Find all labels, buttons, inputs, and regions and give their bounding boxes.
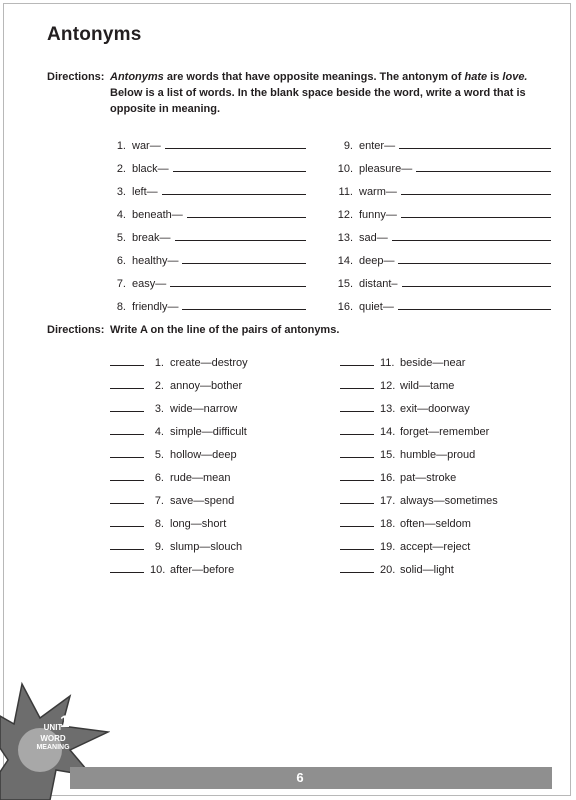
item-word: quiet— xyxy=(359,301,394,313)
exercise2-item xyxy=(110,369,330,392)
word-pair: pat—stroke xyxy=(400,472,457,484)
item-number: 4. xyxy=(116,209,126,221)
answer-blank[interactable] xyxy=(162,184,306,195)
item-number: 10. xyxy=(150,564,166,576)
item-number: 1. xyxy=(154,357,164,369)
item-number: 4. xyxy=(154,426,164,438)
item-number: 7. xyxy=(116,278,126,290)
unit-badge-meaning: MEANING xyxy=(36,744,70,751)
directions-run: Below is a list of words. In the blank space beside the word, write a word that is opposite in meaning. xyxy=(110,87,526,115)
unit-badge-word: WORD xyxy=(40,734,66,743)
item-number: 6. xyxy=(154,472,164,484)
word-pair: accept—reject xyxy=(400,541,471,553)
answer-line[interactable] xyxy=(340,516,374,527)
answer-blank[interactable] xyxy=(170,276,306,287)
page-number: 6 xyxy=(296,770,304,785)
answer-blank[interactable] xyxy=(398,253,551,264)
answer-line[interactable] xyxy=(110,516,144,527)
exercise2-item xyxy=(340,369,560,392)
unit-label: UNIT xyxy=(43,723,63,732)
exercise1-left-column xyxy=(108,129,306,313)
answer-line[interactable] xyxy=(340,424,374,435)
exercise2-item xyxy=(340,553,560,576)
item-number: 5. xyxy=(154,449,164,461)
answer-line[interactable] xyxy=(340,355,374,366)
answer-line[interactable] xyxy=(340,378,374,389)
answer-blank[interactable] xyxy=(402,276,551,287)
item-word: easy— xyxy=(132,278,167,290)
item-number: 16. xyxy=(380,472,396,484)
item-number: 8. xyxy=(116,301,126,313)
word-pair: wild—tame xyxy=(400,380,455,392)
exercise1-item xyxy=(108,244,306,267)
directions-run: is xyxy=(487,71,503,83)
item-word: left— xyxy=(132,186,158,198)
exercise2-item xyxy=(110,553,330,576)
answer-line[interactable] xyxy=(110,493,144,504)
word-pair: create—destroy xyxy=(170,357,248,369)
item-word: funny— xyxy=(359,209,397,221)
directions-label: Directions: xyxy=(47,324,105,336)
word-pair: save—spend xyxy=(170,495,235,507)
item-word: deep— xyxy=(359,255,395,267)
word-pair: slump—slouch xyxy=(170,541,243,553)
item-word: warm— xyxy=(359,186,397,198)
item-word: war— xyxy=(132,140,161,152)
answer-blank[interactable] xyxy=(173,161,306,172)
item-number: 3. xyxy=(154,403,164,415)
answer-blank[interactable] xyxy=(182,299,306,310)
item-word: black— xyxy=(132,163,169,175)
answer-line[interactable] xyxy=(340,470,374,481)
item-number: 14. xyxy=(380,426,396,438)
item-word: break— xyxy=(132,232,171,244)
answer-line[interactable] xyxy=(340,562,374,573)
directions-run: hate xyxy=(464,71,488,83)
exercise1-item xyxy=(108,129,306,152)
word-pair: often—seldom xyxy=(400,518,471,530)
word-pair: hollow—deep xyxy=(170,449,237,461)
exercise1-item xyxy=(335,267,551,290)
item-word: enter— xyxy=(359,140,396,152)
exercise2-item xyxy=(340,507,560,530)
answer-blank[interactable] xyxy=(392,230,551,241)
item-word: friendly— xyxy=(132,301,179,313)
item-number: 2. xyxy=(154,380,164,392)
exercise2-directions-text: Write A on the line of the pairs of antonyms. xyxy=(110,324,340,336)
answer-blank[interactable] xyxy=(187,207,306,218)
exercise2-item xyxy=(110,415,330,438)
word-pair: simple—difficult xyxy=(170,426,247,438)
answer-line[interactable] xyxy=(110,378,144,389)
item-number: 10. xyxy=(337,163,353,175)
item-number: 1. xyxy=(116,140,126,152)
answer-blank[interactable] xyxy=(401,207,551,218)
exercise1-item xyxy=(335,152,551,175)
exercise2-directions xyxy=(47,322,547,338)
answer-line[interactable] xyxy=(340,493,374,504)
word-pair: after—before xyxy=(170,564,235,576)
word-pair: forget—remember xyxy=(400,426,490,438)
item-number: 8. xyxy=(154,518,164,530)
page-title: Antonyms xyxy=(47,24,142,45)
item-number: 7. xyxy=(154,495,164,507)
answer-blank[interactable] xyxy=(401,184,551,195)
word-pair: always—sometimes xyxy=(400,495,498,507)
item-number: 17. xyxy=(380,495,396,507)
item-word: distant– xyxy=(359,278,398,290)
exercise1-item xyxy=(108,175,306,198)
item-number: 5. xyxy=(116,232,126,244)
exercise1-right-column xyxy=(335,129,551,313)
item-number: 11. xyxy=(338,186,353,198)
exercise2-item xyxy=(340,346,560,369)
item-word: pleasure— xyxy=(359,163,413,175)
answer-line[interactable] xyxy=(340,447,374,458)
unit-badge-row1 xyxy=(28,712,78,733)
answer-blank[interactable] xyxy=(182,253,306,264)
word-pair: rude—mean xyxy=(170,472,231,484)
exercise2-item xyxy=(340,438,560,461)
exercise1-item xyxy=(335,198,551,221)
exercise1-directions xyxy=(47,69,547,117)
item-number: 12. xyxy=(337,209,353,221)
directions-run: Antonyms xyxy=(110,71,164,83)
answer-line[interactable] xyxy=(110,424,144,435)
exercise2-item xyxy=(340,461,560,484)
item-number: 14. xyxy=(337,255,353,267)
exercise1-item xyxy=(108,152,306,175)
exercise1-directions-text xyxy=(110,69,547,117)
exercise2-item xyxy=(110,507,330,530)
answer-line[interactable] xyxy=(110,539,144,550)
word-pair: humble—proud xyxy=(400,449,476,461)
item-number: 3. xyxy=(116,186,126,198)
item-word: healthy— xyxy=(132,255,179,267)
item-number: 16. xyxy=(337,301,353,313)
exercise2-left-column xyxy=(110,346,330,576)
item-number: 20. xyxy=(380,564,396,576)
unit-badge xyxy=(28,712,78,752)
exercise2-item xyxy=(110,346,330,369)
exercise1-item xyxy=(335,290,551,313)
directions-run: are words that have opposite meanings. The antonym of xyxy=(163,71,465,83)
item-number: 2. xyxy=(116,163,126,175)
answer-blank[interactable] xyxy=(165,138,306,149)
item-number: 18. xyxy=(380,518,396,530)
item-number: 15. xyxy=(380,449,396,461)
item-number: 13. xyxy=(337,232,353,244)
answer-line[interactable] xyxy=(110,447,144,458)
exercise1-item xyxy=(108,198,306,221)
answer-blank[interactable] xyxy=(398,299,551,310)
exercise2-item xyxy=(110,461,330,484)
item-word: beneath— xyxy=(132,209,183,221)
answer-line[interactable] xyxy=(110,470,144,481)
item-number: 19. xyxy=(380,541,396,553)
directions-run: love. xyxy=(502,71,528,83)
word-pair: long—short xyxy=(170,518,227,530)
directions-label: Directions: xyxy=(47,71,105,83)
answer-line[interactable] xyxy=(110,401,144,412)
word-pair: wide—narrow xyxy=(170,403,238,415)
answer-blank[interactable] xyxy=(416,161,551,172)
exercise1-item xyxy=(335,175,551,198)
word-pair: annoy—bother xyxy=(170,380,243,392)
exercise2-item xyxy=(340,484,560,507)
exercise2-item xyxy=(340,530,560,553)
exercise1-item xyxy=(108,221,306,244)
word-pair: exit—doorway xyxy=(400,403,470,415)
answer-line[interactable] xyxy=(110,355,144,366)
exercise1-item xyxy=(108,290,306,313)
item-number: 13. xyxy=(380,403,396,415)
answer-line[interactable] xyxy=(340,539,374,550)
answer-blank[interactable] xyxy=(399,138,551,149)
exercise2-item xyxy=(110,484,330,507)
exercise2-item xyxy=(340,415,560,438)
exercise1-item xyxy=(335,129,551,152)
exercise1-item xyxy=(335,244,551,267)
item-number: 9. xyxy=(154,541,164,553)
item-word: sad— xyxy=(359,232,388,244)
answer-line[interactable] xyxy=(340,401,374,412)
exercise2-item xyxy=(340,392,560,415)
item-number: 11. xyxy=(380,357,395,369)
exercise2-item xyxy=(110,392,330,415)
item-number: 12. xyxy=(380,380,396,392)
answer-blank[interactable] xyxy=(175,230,306,241)
item-number: 9. xyxy=(343,140,353,152)
exercise1-item xyxy=(108,267,306,290)
exercise1-item xyxy=(335,221,551,244)
answer-line[interactable] xyxy=(110,562,144,573)
word-pair: solid—light xyxy=(400,564,454,576)
exercise2-item xyxy=(110,530,330,553)
exercise2-item xyxy=(110,438,330,461)
exercise2-right-column xyxy=(340,346,560,576)
item-number: 15. xyxy=(337,278,353,290)
unit-number: 1 xyxy=(60,712,70,731)
item-number: 6. xyxy=(116,255,126,267)
word-pair: beside—near xyxy=(400,357,466,369)
